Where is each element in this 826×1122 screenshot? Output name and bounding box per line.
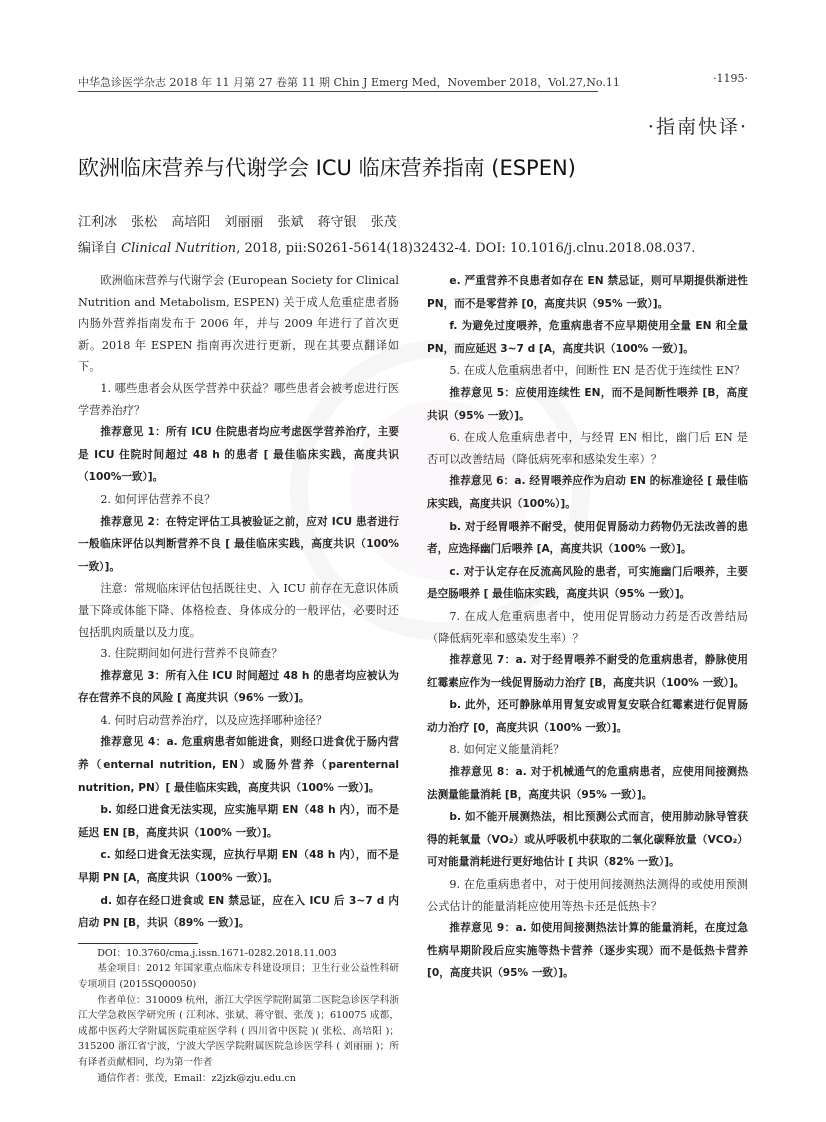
recommendation-text: f. 为避免过度喂养，危重病患者不应早期使用全量 EN 和全量 PN，而应延迟 3~7 d [A，高度共识（100% 一致）]。 (427, 320, 748, 355)
paragraph (78, 643, 399, 665)
recommendation-text: b. 如不能开展测热法，相比预测公式而言，使用肺动脉导管获得的耗氧量（VO₂）或从呼吸机中获取的二氧化碳释放量（VCO₂）可对能量消耗进行更好地估计 [ 共识（82% 一致）]。 (427, 811, 748, 869)
right-paragraphs (427, 270, 748, 985)
recommendation-text: 推荐意见 9：a. 如使用间接测热法计算的能量消耗，在度过急性病早期阶段后应实施等热卡营养（逐步实现）而不是低热卡营养 [0，高度共识（95% 一致）]。 (427, 922, 748, 980)
recommendation-text: 推荐意见 1：所有 ICU 住院患者均应考虑医学营养治疗，主要是 ICU 住院时间超过 48 h 的患者 [ 最佳临床实践，高度共识（100%一致）]。 (78, 426, 399, 484)
recommendation-text: 推荐意见 6：a. 经胃喂养应作为启动 EN 的标准途径 [ 最佳临床实践，高度共识（100%）]。 (427, 475, 748, 510)
footnotes (78, 946, 399, 1086)
body-text: 9. 在危重病患者中，对于使用间接测热法测得的或使用预测公式估计的能量消耗应使用等热卡还是低热卡？ (427, 878, 748, 913)
paragraph (78, 511, 399, 579)
paragraph (427, 470, 748, 515)
article-title: 欧洲临床营养与代谢学会 ICU 临床营养指南 (ESPEN) (78, 156, 576, 180)
recommendation-text: 推荐意见 4：a. 危重病患者如能进食，则经口进食优于肠内营养（enternal nutrition, EN）或肠外营养（parenternal nutrition, PN）[ 最佳临床实践，高度共识（100% 一致）]。 (78, 736, 399, 794)
paragraph (427, 382, 748, 427)
recommendation-text: e. 严重营养不良患者如存在 EN 禁忌证，则可早期提供渐进性 PN，而不是零营养 [0，高度共识（95% 一致）]。 (427, 275, 748, 310)
body-text: 7. 在成人危重病患者中，使用促胃肠动力药是否改善结局（降低病死率和感染发生率）？ (427, 609, 748, 645)
recommendation-text: b. 此外，还可静脉单用胃复安或胃复安联合红霉素进行促胃肠动力治疗 [0，高度共识（100% 一致）]。 (427, 699, 748, 734)
footnote: 基金项目：2012 年国家重点临床专科建设项目；卫生行业公益性科研专项项目 (2015SQ00050) (78, 963, 399, 990)
paragraph (78, 421, 399, 489)
paragraph (427, 606, 748, 649)
left-paragraphs (78, 270, 399, 935)
paragraph (427, 427, 748, 470)
body-text: 6. 在成人危重病患者中，与经胃 EN 相比，幽门后 EN 是否可以改善结局（降低病死率和感染发生率）？ (427, 431, 748, 466)
body-text: 注意：常规临床评估包括既往史、入 ICU 前存在无意识体质量下降或体能下降、体格检查、身体成分的一般评估，必要时还包括肌肉质量以及力度。 (78, 582, 399, 639)
paragraph (78, 710, 399, 732)
paragraph (427, 761, 748, 806)
source-citation (78, 237, 695, 256)
paragraph (427, 561, 748, 606)
footnote: 通信作者：张茂，Email：z2jzk@zju.edu.cn (97, 1072, 296, 1084)
paragraph (78, 578, 399, 643)
source-prefix: 编译自 (78, 241, 122, 256)
paragraph (427, 315, 748, 360)
source-details: , 2018, pii:S0261-5614(18)32432-4. DOI: 10.1016/j.clnu.2018.08.037. (236, 241, 696, 256)
paragraph (427, 360, 748, 382)
paragraph (78, 665, 399, 710)
paragraph (78, 378, 399, 421)
recommendation-text: 推荐意见 5：应使用连续性 EN，而不是间断性喂养 [B，高度共识（95% 一致）]。 (427, 386, 748, 422)
paragraph (78, 890, 399, 935)
footnote: DOI：10.3760/cma.j.issn.1671-0282.2018.11.003 (97, 947, 337, 959)
paragraph (78, 731, 399, 799)
paragraph (427, 739, 748, 761)
journal-citation: 中华急诊医学杂志 2018 年 11 月第 27 卷第 11 期 Chin J Emerg Med，November 2018，Vol.27,No.11 (78, 76, 620, 89)
section-label: ·指南快译· (647, 116, 748, 138)
recommendation-text: 推荐意见 3：所有入住 ICU 时间超过 48 h 的患者均应被认为存在营养不良的风险 [ 高度共识（96% 一致）]。 (78, 669, 399, 705)
right-column (427, 270, 748, 985)
paragraph (78, 270, 399, 378)
paragraph (427, 874, 748, 917)
body-text: 1. 哪些患者会从医学营养中获益？哪些患者会被考虑进行医学营养治疗？ (78, 381, 399, 417)
body-text: 5. 在成人危重病患者中，间断性 EN 是否优于连续性 EN？ (449, 364, 746, 378)
body-text: 2. 如何评估营养不良？ (100, 492, 216, 506)
left-column (78, 270, 399, 1086)
recommendation-text: d. 如存在经口进食或 EN 禁忌证，应在入 ICU 后 3~7 d 内启动 PN [B，共识（89% 一致）]。 (78, 894, 399, 930)
paragraph (78, 844, 399, 889)
source-journal: Clinical Nutrition (121, 241, 237, 256)
header-rule (78, 91, 598, 92)
paragraph (427, 649, 748, 694)
footnote: 作者单位：310009 杭州，浙江大学医学院附属第二医院急诊医学科浙江大学急救医学研究所 ( 江利冰、张斌、蒋守银、张茂 )；610075 成都，成都中医药大学附属医院重症医学科 ( 四川省中医院 )( 张松、高培阳 )；315200 浙江省宁波，宁波大学医学院附属医院急诊医学科 ( 刘丽丽 )；所有译者贡献相同，均为第一作者 (78, 994, 399, 1068)
recommendation-text: c. 如经口进食无法实现，应执行早期 EN（48 h 内），而不是早期 PN [A，高度共识（100% 一致）]。 (78, 849, 399, 885)
recommendation-text: 推荐意见 7：a. 对于经胃喂养不耐受的危重病患者，静脉使用红霉素应作为一线促胃肠动力治疗 [B，高度共识（100% 一致）]。 (427, 654, 748, 689)
recommendation-text: 推荐意见 2：在特定评估工具被验证之前，应对 ICU 患者进行一般临床评估以判断营养不良 [ 最佳临床实践，高度共识（100% 一致）]。 (78, 515, 399, 573)
paragraph (427, 270, 748, 315)
paragraph (427, 516, 748, 561)
paragraph (427, 694, 748, 739)
running-header (78, 74, 748, 90)
body-text: 4. 何时启动营养治疗，以及应选择哪种途径？ (100, 713, 328, 727)
recommendation-text: 推荐意见 8：a. 对于机械通气的危重病患者，应使用间接测热法测量能量消耗 [B，高度共识（95% 一致）]。 (427, 766, 748, 801)
recommendation-text: b. 如经口进食无法实现，应实施早期 EN（48 h 内），而不是延迟 EN [B，高度共识（100% 一致）]。 (78, 804, 399, 839)
footnote-rule (78, 943, 198, 944)
body-text: 欧洲临床营养与代谢学会 (European Society for Clinical Nutrition and Metabolism, ESPEN) 关于成人危重症患者肠内肠外营养指南发布于 2006 年，并与 2009 年进行了首次更新。2018 年 ESPEN 指南再次进行更新，现在其要点翻译如下。 (78, 274, 399, 374)
author-list: 江利冰 张松 高培阳 刘丽丽 张斌 蒋守银 张茂 (78, 215, 397, 230)
paragraph (78, 489, 399, 511)
body-text: 3. 住院期间如何进行营养不良筛查？ (100, 647, 283, 661)
paragraph (78, 799, 399, 844)
page-number: ·1195· (713, 72, 748, 85)
body-text: 8. 如何定义能量消耗？ (449, 743, 565, 757)
recommendation-text: b. 对于经胃喂养不耐受，使用促胃肠动力药物仍无法改善的患者，应选择幽门后喂养 [A，高度共识（100% 一致）]。 (427, 520, 748, 556)
paragraph (427, 806, 748, 874)
recommendation-text: c. 对于认定存在反流高风险的患者，可实施幽门后喂养，主要是空肠喂养 [ 最佳临床实践，高度共识（95% 一致）]。 (427, 565, 748, 601)
paragraph (427, 917, 748, 985)
